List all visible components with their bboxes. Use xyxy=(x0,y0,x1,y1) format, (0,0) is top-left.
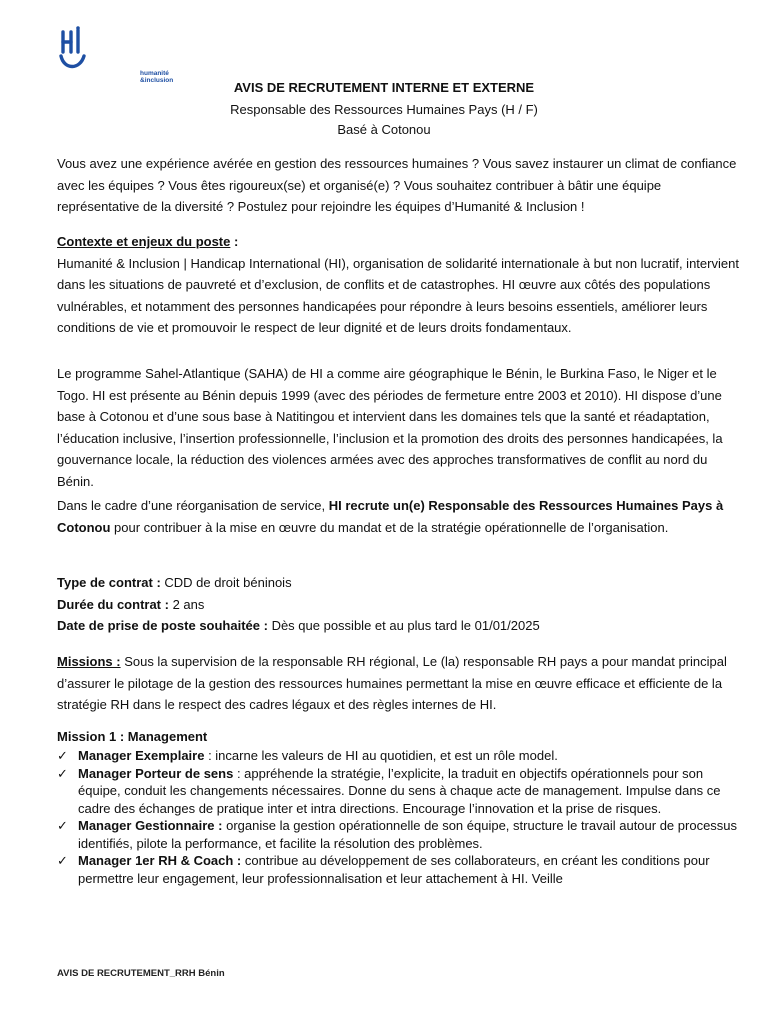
programme-paragraph: Le programme Sahel-Atlantique (SAHA) de HI a comme aire géographique le Bénin, le Burkina Faso, le Niger et le Togo. HI est présente au Bénin depuis 1999 (avec des périodes de fermeture entre 2003 et 2010). HI dispose d’une base à Cotonou et d’une sous base à Natitingou et intervient dans les domaines tels que la santé et réadaptation, l’éducation inclusive, l’insertion professionnelle, l’inclusion et la promotion des droits des personnes handicapées, la gouvernance locale, la réduction des violences armées avec des approches transformatives de conflit au nord du Bénin. xyxy=(57,366,723,489)
list-item-label: Manager Exemplaire xyxy=(78,748,205,763)
list-item-label: Manager 1er RH & Coach : xyxy=(78,853,242,868)
missions-label: Missions : xyxy=(57,654,121,669)
job-location: Basé à Cotonou xyxy=(337,122,431,137)
contexte-section xyxy=(57,231,741,339)
check-icon: ✓ xyxy=(57,818,68,833)
page-footer: AVIS DE RECRUTEMENT_RRH Bénin xyxy=(57,968,225,979)
contract-type-value: CDD de droit béninois xyxy=(160,575,292,590)
hand-icon xyxy=(58,26,88,74)
logo-text-line2: &inclusion xyxy=(140,77,174,84)
mission1-list xyxy=(57,747,747,887)
list-item xyxy=(57,852,747,887)
page-subtitle: Responsable des Ressources Humaines Pays (H / F) xyxy=(230,102,538,117)
contract-duration-value: 2 ans xyxy=(168,596,205,612)
check-icon: ✓ xyxy=(57,748,68,763)
missions-text: Sous la supervision de la responsable RH régional, Le (la) responsable RH pays a pour mandat principal d’assurer le pilotage de la gestion des ressources humaines permettant la mise en œuvre efficace et efficiente de la stratégie RH dans le respect des cadres légaux et des règles internes de HI. xyxy=(57,654,727,712)
list-item-text: : appréhende la stratégie, l’explicite, la traduit en objectifs opérationnels pour son équipe, conduit les changements nécessaires. Donne du sens à chaque acte de management. Impulse dans ce cadre des échanges de pratique inter et intra directions. Encourage l’innovation et la prise de risques. xyxy=(78,765,721,816)
hi-logo xyxy=(58,26,174,84)
contract-duration-label: Durée du contrat : xyxy=(57,596,169,612)
list-item xyxy=(57,747,747,765)
mission1-title: Mission 1 : Management xyxy=(57,729,208,744)
contract-type-label: Type de contrat : xyxy=(57,575,161,590)
cadre-pre: Dans le cadre d’une réorganisation de service, xyxy=(57,498,329,513)
list-item-text: : incarne les valeurs de HI au quotidien, et est un rôle model. xyxy=(204,748,558,763)
page-title: AVIS DE RECRUTEMENT INTERNE ET EXTERNE xyxy=(233,80,535,95)
missions-paragraph xyxy=(57,651,741,716)
list-item xyxy=(57,817,747,852)
cadre-post: pour contribuer à la mise en œuvre du mandat et de la stratégie opérationnelle de l’organisation. xyxy=(110,519,669,535)
contract-duration xyxy=(57,594,741,616)
list-item-text: contribue au développement de ses collaborateurs, en créant les conditions pour permettre leur engagement, leur professionnalisation et leur attachement à HI. Veille xyxy=(78,853,710,886)
contract-type xyxy=(57,572,741,594)
list-item-text: organise la gestion opérationnelle de son équipe, structure le travail autour de processus identifiés, pilote la performance, et facilite la résolution des problèmes. xyxy=(78,818,738,851)
intro-paragraph: Vous avez une expérience avérée en gestion des ressources humaines ? Vous savez instaurer un climat de confiance avec les équipes ? Vous êtes rigoureux(se) et organisé(e) ? Vous souhaitez contribuer à bâtir une équipe représentative de la diversité ? Postulez pour rejoindre les équipes d’Humanité & Inclusion ! xyxy=(57,156,737,214)
list-item xyxy=(57,765,747,818)
logo-text-line1: humanité xyxy=(140,70,169,77)
cadre-paragraph xyxy=(57,495,741,538)
list-item-label: Manager Gestionnaire : xyxy=(78,818,223,833)
contract-start xyxy=(57,615,741,637)
contract-start-value: Dès que possible et au plus tard le 01/01/2025 xyxy=(267,618,540,633)
check-icon: ✓ xyxy=(57,765,68,781)
contexte-heading-colon: : xyxy=(230,234,239,249)
contract-start-label: Date de prise de poste souhaitée : xyxy=(57,618,268,633)
check-icon: ✓ xyxy=(57,853,68,868)
contexte-heading: Contexte et enjeux du poste xyxy=(57,234,231,249)
contract-details xyxy=(57,572,741,637)
list-item-label: Manager Porteur de sens xyxy=(78,765,234,781)
contexte-text: Humanité & Inclusion | Handicap International (HI), organisation de solidarité internationale à but non lucratif, intervient dans les situations de pauvreté et d’exclusion, de conflits et de catastrophes. HI œuvre aux côtés des populations vulnérables, et notamment des personnes handicapées pour répondre à leurs besoins essentiels, améliorer leurs conditions de vie et promouvoir le respect de leur dignité et de leurs droits fondamentaux. xyxy=(57,255,739,335)
cadre-bold: HI recrute un(e) Responsable des Ressources Humaines Pays à Cotonou xyxy=(57,498,724,535)
